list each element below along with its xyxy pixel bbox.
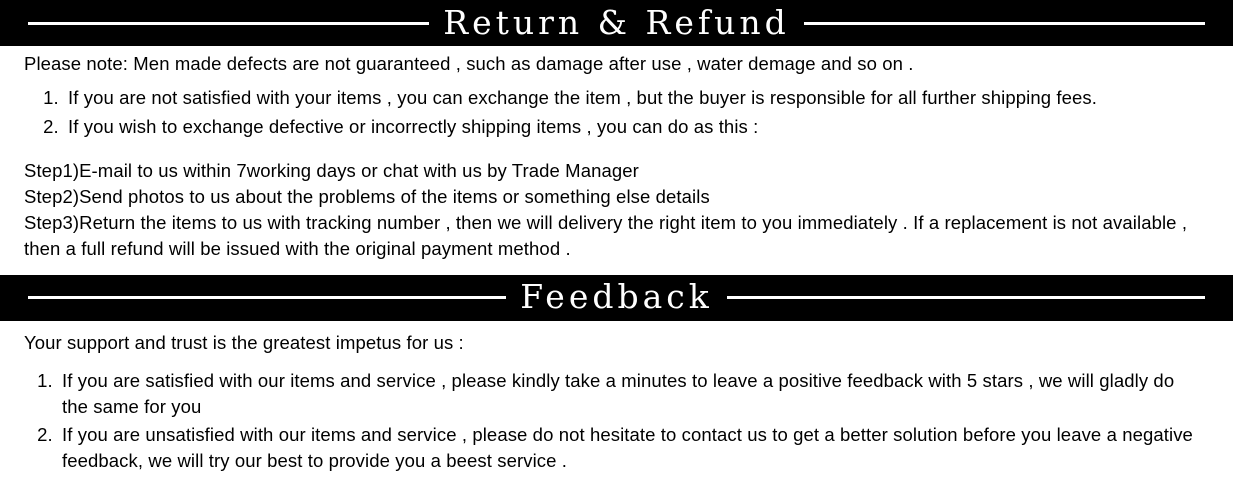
feedback-list bbox=[0, 368, 1233, 475]
banner-rule-right bbox=[804, 22, 1205, 25]
return-refund-steps bbox=[0, 144, 1233, 269]
return-refund-title: Return & Refund bbox=[443, 2, 790, 42]
step-2: Step2)Send photos to us about the problems of the items or something else details bbox=[24, 185, 710, 207]
feedback-banner bbox=[0, 275, 1233, 321]
step-3: Step3)Return the items to us with tracking number , then we will delivery the right item to you immediately . If a replacement is not available , then a full refund will be issued with the original payment method . bbox=[24, 212, 1188, 260]
list-item: 1. If you are not satisfied with your items , you can exchange the item , but the buyer is responsible for all further shipping fees. bbox=[64, 85, 1233, 111]
return-refund-banner bbox=[0, 0, 1233, 46]
banner-rule-right bbox=[727, 296, 1205, 299]
list-item: 2. If you are unsatisfied with our items and service , please do not hesitate to contact us to get a better solution before you leave a negative feedback, we will try our best to provide you a beest service . bbox=[58, 422, 1202, 475]
list-item: 2. If you wish to exchange defective or incorrectly shipping items , you can do as this : bbox=[64, 114, 1233, 140]
feedback-intro: Your support and trust is the greatest impetus for us : bbox=[24, 331, 464, 353]
list-item: 1. If you are satisfied with our items and service , please kindly take a minutes to leave a positive feedback with 5 stars , we will gladly do the same for you bbox=[58, 368, 1202, 421]
banner-rule-left bbox=[28, 22, 429, 25]
step-1: Step1)E-mail to us within 7working days or chat with us by Trade Manager bbox=[24, 159, 639, 181]
return-refund-note: Please note: Men made defects are not guaranteed , such as damage after use , water demage and so on . bbox=[24, 53, 914, 74]
feedback-title: Feedback bbox=[520, 277, 713, 317]
banner-rule-left bbox=[28, 296, 506, 299]
return-refund-list bbox=[0, 85, 1233, 141]
